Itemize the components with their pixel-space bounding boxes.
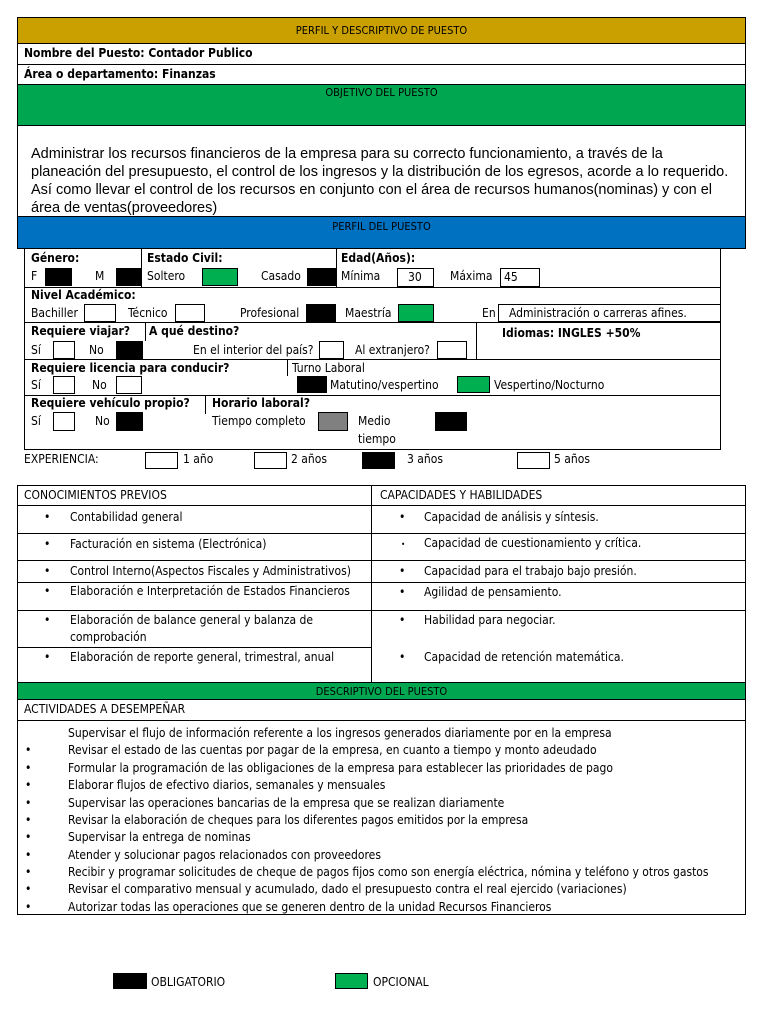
interior-label: En el interior del país? — [193, 343, 314, 357]
experience-label: EXPERIENCIA: — [24, 452, 99, 466]
bullet-icon: • — [25, 813, 32, 827]
mandatory-swatch — [113, 973, 147, 989]
max-age-value: 45 — [504, 270, 518, 284]
vehicle-no-label: No — [95, 414, 110, 428]
vehicle-label: Requiere vehículo propio? — [31, 396, 190, 410]
gender-label: Género: — [31, 251, 80, 265]
knowledge-item — [44, 537, 50, 551]
bullet-icon: • — [25, 848, 32, 862]
exp-2-checkbox[interactable] — [254, 452, 287, 469]
vehicle-no-checkbox[interactable] — [116, 412, 143, 431]
exp-3-checkbox[interactable] — [362, 452, 395, 469]
bullet-icon: • — [399, 564, 406, 578]
knowledge-item — [44, 650, 50, 664]
abroad-checkbox[interactable] — [437, 341, 467, 359]
bachiller-label: Bachiller — [31, 306, 78, 320]
optional-swatch — [335, 973, 368, 989]
profesional-checkbox[interactable] — [306, 304, 336, 322]
skill-item-label: Capacidad de análisis y síntesis. — [424, 510, 599, 524]
activity-item-label: Revisar la elaboración de cheques para los diferentes pagos emitidos por la empresa — [68, 813, 529, 827]
knowledge-item — [44, 564, 50, 578]
activity-item-label: Elaborar flujos de efectivo diarios, semanales y mensuales — [68, 778, 386, 792]
travel-yes-checkbox[interactable] — [53, 341, 75, 359]
skill-item-label: Capacidad de cuestionamiento y crítica. — [424, 536, 642, 550]
travel-yes-label: Sí — [31, 343, 41, 357]
min-age-value: 30 — [408, 270, 422, 284]
knowledge-item-label: Control Interno(Aspectos Fiscales y Administrativos) — [70, 564, 351, 578]
bullet-icon: • — [401, 540, 406, 549]
skill-item-label: Capacidad de retención matemática. — [424, 650, 624, 664]
shift-label: Turno Laboral — [292, 361, 365, 375]
single-checkbox[interactable] — [202, 268, 238, 286]
page-title: PERFIL Y DESCRIPTIVO DE PUESTO — [295, 24, 468, 37]
bachiller-checkbox[interactable] — [84, 304, 116, 322]
skill-item — [399, 650, 405, 664]
exp-2-label: 2 años — [291, 452, 327, 466]
knowledge-item-label-cont: comprobación — [70, 630, 147, 644]
full-time-checkbox[interactable] — [318, 412, 348, 431]
descriptive-header — [17, 683, 746, 700]
activity-item-label: Revisar el comparativo mensual y acumulado, dado el presupuesto contra el real ejercido (variaciones) — [68, 882, 627, 896]
academic-level-label: Nivel Académico: — [31, 288, 136, 302]
skill-item — [399, 510, 405, 524]
activity-item-label: Supervisar las operaciones bancarias de la empresa que se realizan diariamente — [68, 796, 505, 810]
area-row — [17, 65, 746, 85]
abroad-label: Al extranjero? — [355, 343, 430, 357]
bullet-icon: • — [44, 510, 51, 524]
skill-item — [399, 613, 405, 627]
activity-item-label: Formular la programación de las obligaciones de la empresa para establecer las prioridades de pago — [68, 761, 613, 775]
travel-no-label: No — [89, 343, 104, 357]
en-label: En — [482, 306, 496, 320]
license-label: Requiere licencia para conducir? — [31, 361, 230, 375]
activities-header: ACTIVIDADES A DESEMPEÑAR — [24, 702, 186, 716]
descriptive-header-label: DESCRIPTIVO DEL PUESTO — [315, 685, 448, 698]
full-time-label: Tiempo completo — [212, 414, 306, 428]
exp-3-label: 3 años — [407, 452, 443, 466]
schedule-label: Horario laboral? — [212, 396, 310, 410]
profile-header-label: PERFIL DEL PUESTO — [332, 220, 431, 233]
bullet-icon: • — [25, 796, 32, 810]
languages-label: Idiomas: INGLES +50% — [502, 326, 641, 340]
shift-evening-checkbox[interactable] — [457, 376, 490, 393]
travel-label: Requiere viajar? — [31, 324, 131, 338]
vehicle-yes-checkbox[interactable] — [53, 412, 75, 431]
activity-item-label: Autorizar todas las operaciones que se generen dentro de la unidad Recursos Financieros — [68, 900, 552, 914]
age-label: Edad(Años): — [341, 251, 416, 265]
knowledge-item — [44, 510, 50, 524]
exp-1-label: 1 año — [183, 452, 214, 466]
exp-5-checkbox[interactable] — [517, 452, 550, 469]
tecnico-checkbox[interactable] — [175, 304, 205, 322]
bullet-icon: • — [25, 882, 32, 896]
min-age-label: Mínima — [341, 269, 381, 283]
activity-item-label: Supervisar el flujo de información referente a los ingresos generados diariamente por en la empresa — [68, 726, 612, 740]
license-no-checkbox[interactable] — [116, 376, 142, 394]
bullet-icon: • — [25, 778, 32, 792]
min-age-field[interactable] — [397, 268, 434, 287]
bullet-icon: • — [399, 510, 406, 524]
destination-label: A qué destino? — [149, 324, 240, 338]
bullet-icon: • — [44, 613, 51, 627]
tecnico-label: Técnico — [128, 306, 168, 320]
bullet-icon: • — [25, 865, 32, 879]
profile-header — [17, 216, 746, 249]
bullet-icon: • — [44, 537, 51, 551]
knowledge-item-label: Facturación en sistema (Electrónica) — [70, 537, 267, 551]
travel-no-checkbox[interactable] — [116, 341, 143, 359]
profesional-label: Profesional — [240, 306, 300, 320]
objective-header — [17, 85, 746, 126]
bullet-icon: • — [44, 584, 51, 598]
bullet-icon: • — [399, 585, 406, 599]
department: Área o departamento: Finanzas — [24, 67, 216, 81]
gender-f-label: F — [31, 269, 38, 283]
shift-morning-label: Matutino/vespertino — [330, 378, 439, 392]
bullet-icon: • — [25, 900, 32, 914]
license-no-label: No — [92, 378, 107, 392]
bullet-icon: • — [25, 761, 32, 775]
shift-morning-checkbox[interactable] — [297, 376, 327, 393]
civil-status-label: Estado Civil: — [147, 251, 223, 265]
objective-text: Administrar los recursos financieros de la empresa para su correcto funcionamiento, a través de la planeación del presupuesto, el control de los ingresos y la distribución de los egresos, acorde a lo requerido. Así como llevar el control de los recursos en conjunto con el área de recursos humanos(nominas) y con el área de ventas(proveedores) — [31, 146, 729, 216]
gender-f-checkbox[interactable] — [45, 268, 72, 286]
knowledge-item — [44, 613, 50, 627]
bullet-icon: • — [44, 650, 51, 664]
skills-header: CAPACIDADES Y HABILIDADES — [380, 488, 543, 502]
married-label: Casado — [261, 269, 301, 283]
knowledge-item — [44, 584, 50, 598]
license-yes-checkbox[interactable] — [53, 376, 75, 394]
gender-m-checkbox[interactable] — [116, 268, 141, 286]
license-yes-label: Sí — [31, 378, 41, 392]
skill-item-label: Capacidad para el trabajo bajo presión. — [424, 564, 637, 578]
gender-m-label: M — [95, 269, 105, 283]
activity-item-label: Supervisar la entrega de nominas — [68, 830, 251, 844]
bullet-icon: • — [399, 650, 406, 664]
married-checkbox[interactable] — [307, 268, 336, 286]
careers-value: Administración o carreras afines. — [509, 306, 687, 320]
part-time-label-2: tiempo — [358, 432, 396, 446]
bullet-icon: • — [399, 613, 406, 627]
knowledge-item-label: Elaboración e Interpretación de Estados Financieros — [70, 584, 350, 598]
job-name: Nombre del Puesto: Contador Publico — [24, 46, 253, 60]
knowledge-item-label: Contabilidad general — [70, 510, 183, 524]
single-label: Soltero — [147, 269, 186, 283]
interior-checkbox[interactable] — [319, 341, 344, 359]
activity-item-label: Recibir y programar solicitudes de cheque de pagos fijos como son energía eléctrica, nómina y teléfono y otros gastos — [68, 865, 709, 879]
knowledge-header: CONOCIMIENTOS PREVIOS — [24, 488, 167, 502]
job-name-row — [17, 44, 746, 65]
bullet-icon: • — [25, 743, 32, 757]
optional-label: OPCIONAL — [373, 975, 429, 989]
activity-item-label: Revisar el estado de las cuentas por pagar de la empresa, en cuanto a tiempo y monto adeudado — [68, 743, 597, 757]
maestria-checkbox[interactable] — [398, 304, 434, 322]
skill-item — [401, 536, 405, 552]
exp-5-label: 5 años — [554, 452, 590, 466]
bullet-icon: • — [44, 564, 51, 578]
max-age-field[interactable] — [500, 268, 540, 287]
knowledge-item-label: Elaboración de reporte general, trimestral, anual — [70, 650, 335, 664]
vehicle-yes-label: Sí — [31, 414, 41, 428]
mandatory-label: OBLIGATORIO — [151, 975, 226, 989]
exp-1-checkbox[interactable] — [145, 452, 178, 469]
activity-item-label: Atender y solucionar pagos relacionados con proveedores — [68, 848, 381, 862]
max-age-label: Máxima — [450, 269, 493, 283]
title-bar — [17, 17, 746, 44]
maestria-label: Maestría — [345, 306, 392, 320]
knowledge-item-label: Elaboración de balance general y balanza de — [70, 613, 314, 627]
shift-evening-label: Vespertino/Nocturno — [494, 378, 605, 392]
objective-header-label: OBJETIVO DEL PUESTO — [325, 86, 438, 99]
skill-item-label: Agilidad de pensamiento. — [424, 585, 562, 599]
careers-field[interactable] — [498, 304, 721, 322]
bullet-icon: • — [25, 830, 32, 844]
activities-header-row — [17, 700, 746, 721]
skill-item — [399, 564, 405, 578]
skill-item-label: Habilidad para negociar. — [424, 613, 556, 627]
skill-item — [399, 585, 405, 599]
part-time-checkbox[interactable] — [435, 412, 467, 431]
part-time-label: Medio — [358, 414, 391, 428]
